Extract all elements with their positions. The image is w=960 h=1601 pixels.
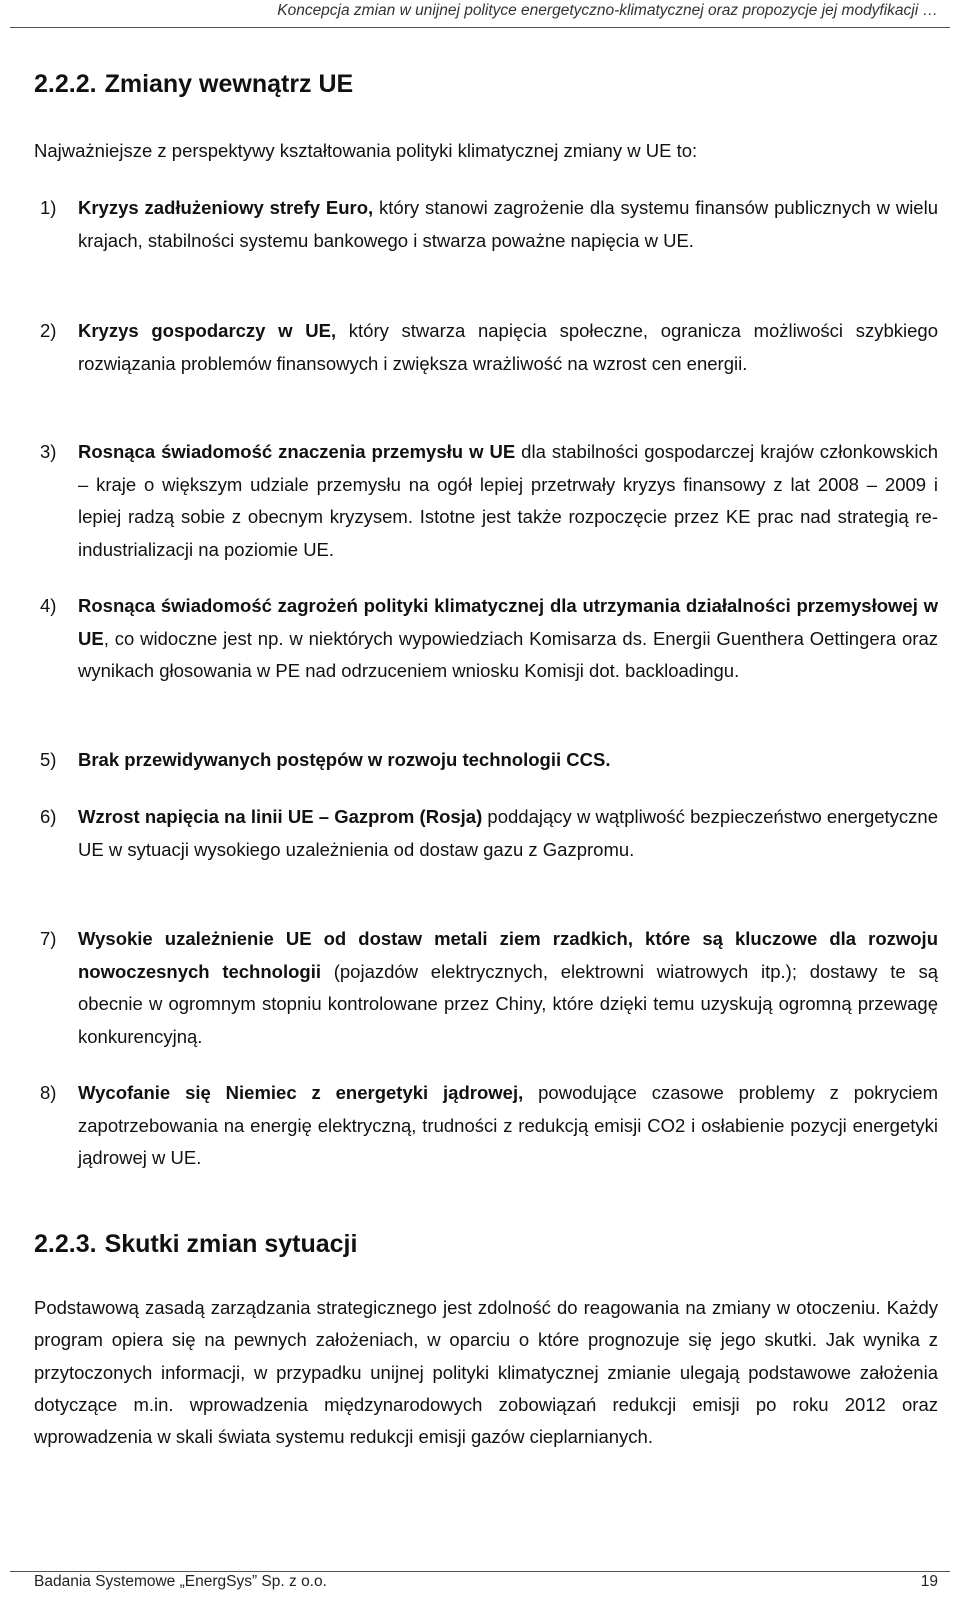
item-text: powodujące czasowe problemy z pokryciem zapotrzebowania na energię elektryczną, trudności z redukcją emisji CO2 i osłabienie pozycji energetyki jądrowej w UE. — [78, 1082, 938, 1168]
list-marker: 4) — [40, 595, 57, 616]
list-marker: 8) — [40, 1082, 57, 1103]
section-number: 2.2.3. — [34, 1230, 97, 1258]
page-number: 19 — [920, 1573, 938, 1590]
list-item — [40, 1077, 938, 1175]
item-bold-lead: Wycofanie się Niemiec z energetyki jądrowej, — [78, 1082, 524, 1103]
item-bold-lead: Rosnąca świadomość znaczenia przemysłu w UE — [78, 441, 516, 462]
item-bold-lead: Wzrost napięcia na linii UE – Gazprom (Rosja) — [78, 806, 483, 827]
item-bold-lead: Rosnąca świadomość zagrożeń polityki klimatycznej dla utrzymania działalności przemysłowej w UE — [78, 595, 938, 649]
item-text: który stwarza napięcia społeczne, ogranicza możliwości szybkiego rozwiązania problemów finansowych i zwiększa wrażliwość na wzrost cen energii. — [78, 320, 938, 374]
item-bold-lead: Kryzys gospodarczy w UE, — [78, 320, 337, 341]
item-text: poddający w wątpliwość bezpieczeństwo energetyczne UE w sytuacji wysokiego uzależnienia od dostaw gazu z Gazpromu. — [78, 806, 938, 860]
list-item — [40, 315, 938, 380]
list-marker: 5) — [40, 749, 57, 770]
list-marker: 7) — [40, 928, 57, 949]
list-item — [40, 436, 938, 566]
list-item — [40, 192, 938, 257]
footer-divider — [10, 1571, 950, 1572]
item-bold-lead: Wysokie uzależnienie UE od dostaw metali ziem rzadkich, które są kluczowe dla rozwoju nowoczesnych technologii — [78, 928, 938, 982]
list-marker: 2) — [40, 320, 57, 341]
list-item — [40, 590, 938, 688]
list-item — [40, 923, 938, 1053]
item-text: (pojazdów elektrycznych, elektrowni wiatrowych itp.); dostawy te są obecnie w ogromnym stopniu kontrolowane przez Chiny, które dzięki temu uzyskują ogromną przewagę konkurencyjną. — [78, 960, 938, 1047]
item-text: , co widoczne jest np. w niektórych wypowiedziach Komisarza ds. Energii Guenthera Oettingera oraz wynikach głosowania w PE nad odrzuceniem wniosku Komisji dot. backloadingu. — [78, 627, 938, 681]
intro-paragraph: Najważniejsze z perspektywy kształtowania polityki klimatycznej zmiany w UE to: — [34, 140, 698, 161]
section-title: Zmiany wewnątrz UE — [104, 70, 354, 98]
header-divider — [10, 27, 950, 28]
list-marker: 6) — [40, 806, 57, 827]
section-heading-2-2-3 — [34, 1230, 357, 1259]
running-header: Koncepcja zmian w unijnej polityce energetyczno-klimatycznej oraz propozycje jej modyfikacji … — [277, 2, 938, 19]
section-number: 2.2.2. — [34, 70, 97, 98]
section-heading-2-2-2 — [34, 70, 353, 99]
body-paragraph: Podstawową zasadą zarządzania strategicznego jest zdolność do reagowania na zmiany w otoczeniu. Każdy program opiera się na pewnych założeniach, w oparciu o które prognozuje się jego skutki. Jak wynika z przytoczonych informacji, w przypadku unijnej polityki klimatycznej zmianie ulegają podstawowe założenia dotyczące m.in. wprowadzenia międzynarodowych zobowiązań redukcji emisji po roku 2012 oraz wprowadzenia w skali świata systemu redukcji emisji gazów cieplarnianych. — [34, 1297, 938, 1448]
list-marker: 3) — [40, 441, 57, 462]
item-bold-lead: Brak przewidywanych postępów w rozwoju technologii CCS. — [78, 749, 611, 770]
list-marker: 1) — [40, 197, 57, 218]
item-text: który stanowi zagrożenie dla systemu finansów publicznych w wielu krajach, stabilności systemu bankowego i stwarza poważne napięcia w UE. — [78, 197, 938, 251]
list-item — [40, 744, 938, 777]
footer-publisher: Badania Systemowe „EnergSys” Sp. z o.o. — [34, 1573, 327, 1590]
item-bold-lead: Kryzys zadłużeniowy strefy Euro, — [78, 197, 374, 218]
section-title: Skutki zmian sytuacji — [104, 1230, 358, 1258]
list-item — [40, 801, 938, 866]
item-text: dla stabilności gospodarczej krajów członkowskich – kraje o większym udziale przemysłu na ogół lepiej przetrwały kryzys finansowy z lat 2008 – 2009 i lepiej radzą sobie z obecnym kryzysem. Istotne jest także rozpoczęcie przez KE prac nad strategią re-industrializacji na poziomie UE. — [78, 441, 938, 560]
